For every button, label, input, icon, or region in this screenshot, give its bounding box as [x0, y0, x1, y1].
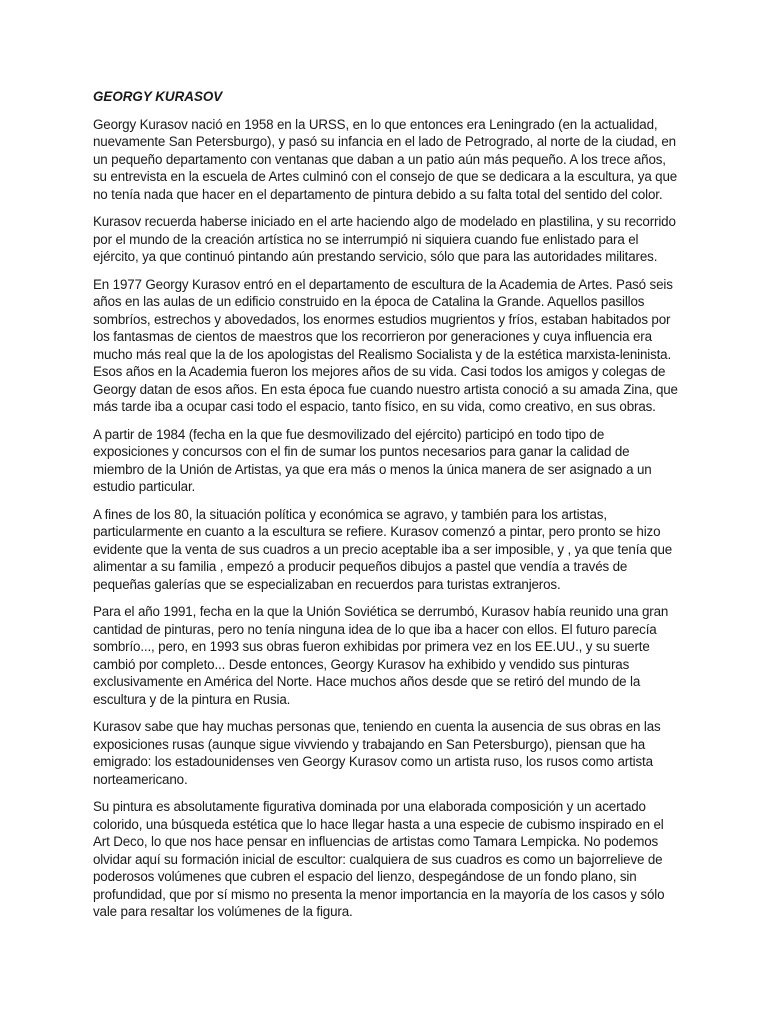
document-page — [93, 88, 683, 931]
paragraph-academy: En 1977 Georgy Kurasov entró en el departamento de escultura de la Academia de Artes. Pasó seis años en las aulas de un edificio construido en la época de Catalina la Grande. Aquellos pasillos sombríos, estrechos y abovedados, los enormes estudios mugrientos y fríos, estaban habitados por los fantasmas de cientos de maestros que los recorrieron por generaciones y cuya influencia era mucho más real que la de los apologistas del Realismo Socialista y de la estética marxista-leninista. Esos años en la Academia fueron los mejores años de su vida. Casi todos los amigos y colegas de Georgy datan de esos años. En esta época fue cuando nuestro artista conoció a su amada Zina, que más tarde iba a ocupar casi todo el espacio, tanto físico, en su vida, como creativo, en sus obras. — [93, 276, 678, 414]
paragraph-early-art: Kurasov recuerda haberse iniciado en el arte haciendo algo de modelado en plastilina, y su recorrido por el mundo de la creación artística no se interrumpió ni siquiera cuando fue enlistado para el ejército, ya que continuó pintando aún prestando servicio, sólo que para las autoridades militares. — [93, 214, 676, 264]
paragraph-style: Su pintura es absolutamente figurativa dominada por una elaborada composición y un acertado colorido, una búsqueda estética que lo hace llegar hasta a una especie de cubismo inspirado en el Art Deco, lo que nos hace pensar en influencias de artistas como Tamara Lempicka. No podemos olvidar aquí su formación inicial de escultor: cualquiera de sus cuadros es como un bajorrelieve de poderosos volúmenes que cubren el espacio del lienzo, despegándose de un fondo plano, sin profundidad, que por sí mismo no presenta la menor importancia en la mayoría de los casos y sólo vale para resaltar los volúmenes de la figura. — [93, 799, 665, 919]
document-title: GEORGY KURASOV — [93, 89, 223, 104]
paragraph-birth: Georgy Kurasov nació en 1958 en la URSS, en lo que entonces era Leningrado (en la actualidad, nuevamente San Petersburgo), y pasó su infancia en el lado de Petrogrado, al norte de la ciudad, en un pequeño departamento con ventanas que daban a un patio aún más pequeño. A los trece años, su entrevista en la escuela de Artes culminó con el consejo de que se dedicara a la escultura, ya que no tenía nada que hacer en el departamento de pintura debido a su falta total del sentido del color. — [93, 116, 678, 202]
paragraph-late-80s: A fines de los 80, la situación política y económica se agravo, y también para los artistas, particularmente en cuanto a la escultura se refiere. Kurasov comenzó a pintar, pero pronto se hizo evidente que la venta de sus cuadros a un precio aceptable iba a ser imposible, y , ya que tenía que alimentar a su familia , empezó a producir pequeños dibujos a pastel que vendía a través de pequeñas galerías que se especializaban en recuerdos para turistas extranjeros. — [93, 506, 673, 592]
paragraph-identity: Kurasov sabe que hay muchas personas que, teniendo en cuenta la ausencia de sus obras en las exposiciones rusas (aunque sigue vivviendo y trabajando en San Petersburgo), piensan que ha emigrado: los estadounidenses ven Georgy Kurasov como un artista ruso, los rusos como artista norteamericano. — [93, 719, 661, 787]
paragraph-1991: Para el año 1991, fecha en la que la Unión Soviética se derrumbó, Kurasov había reunido una gran cantidad de pinturas, pero no tenía ninguna idea de lo que iba a hacer con ellos. El futuro parecía sombrío..., pero, en 1993 sus obras fueron exhibidas por primera vez en los EE.UU., y su suerte cambió por completo... Desde entonces, Georgy Kurasov ha exhibido y vendido sus pinturas exclusivamente en América del Norte. Hace muchos años desde que se retiró del mundo de la escultura y de la pintura en Rusia. — [93, 604, 669, 707]
paragraph-exhibitions: A partir de 1984 (fecha en la que fue desmovilizado del ejército) participó en todo tipo de exposiciones y concursos con el fin de sumar los puntos necesarios para ganar la calidad de miembro de la Unión de Artistas, ya que era más o menos la única manera de ser asignado a un estudio particular. — [93, 426, 652, 494]
